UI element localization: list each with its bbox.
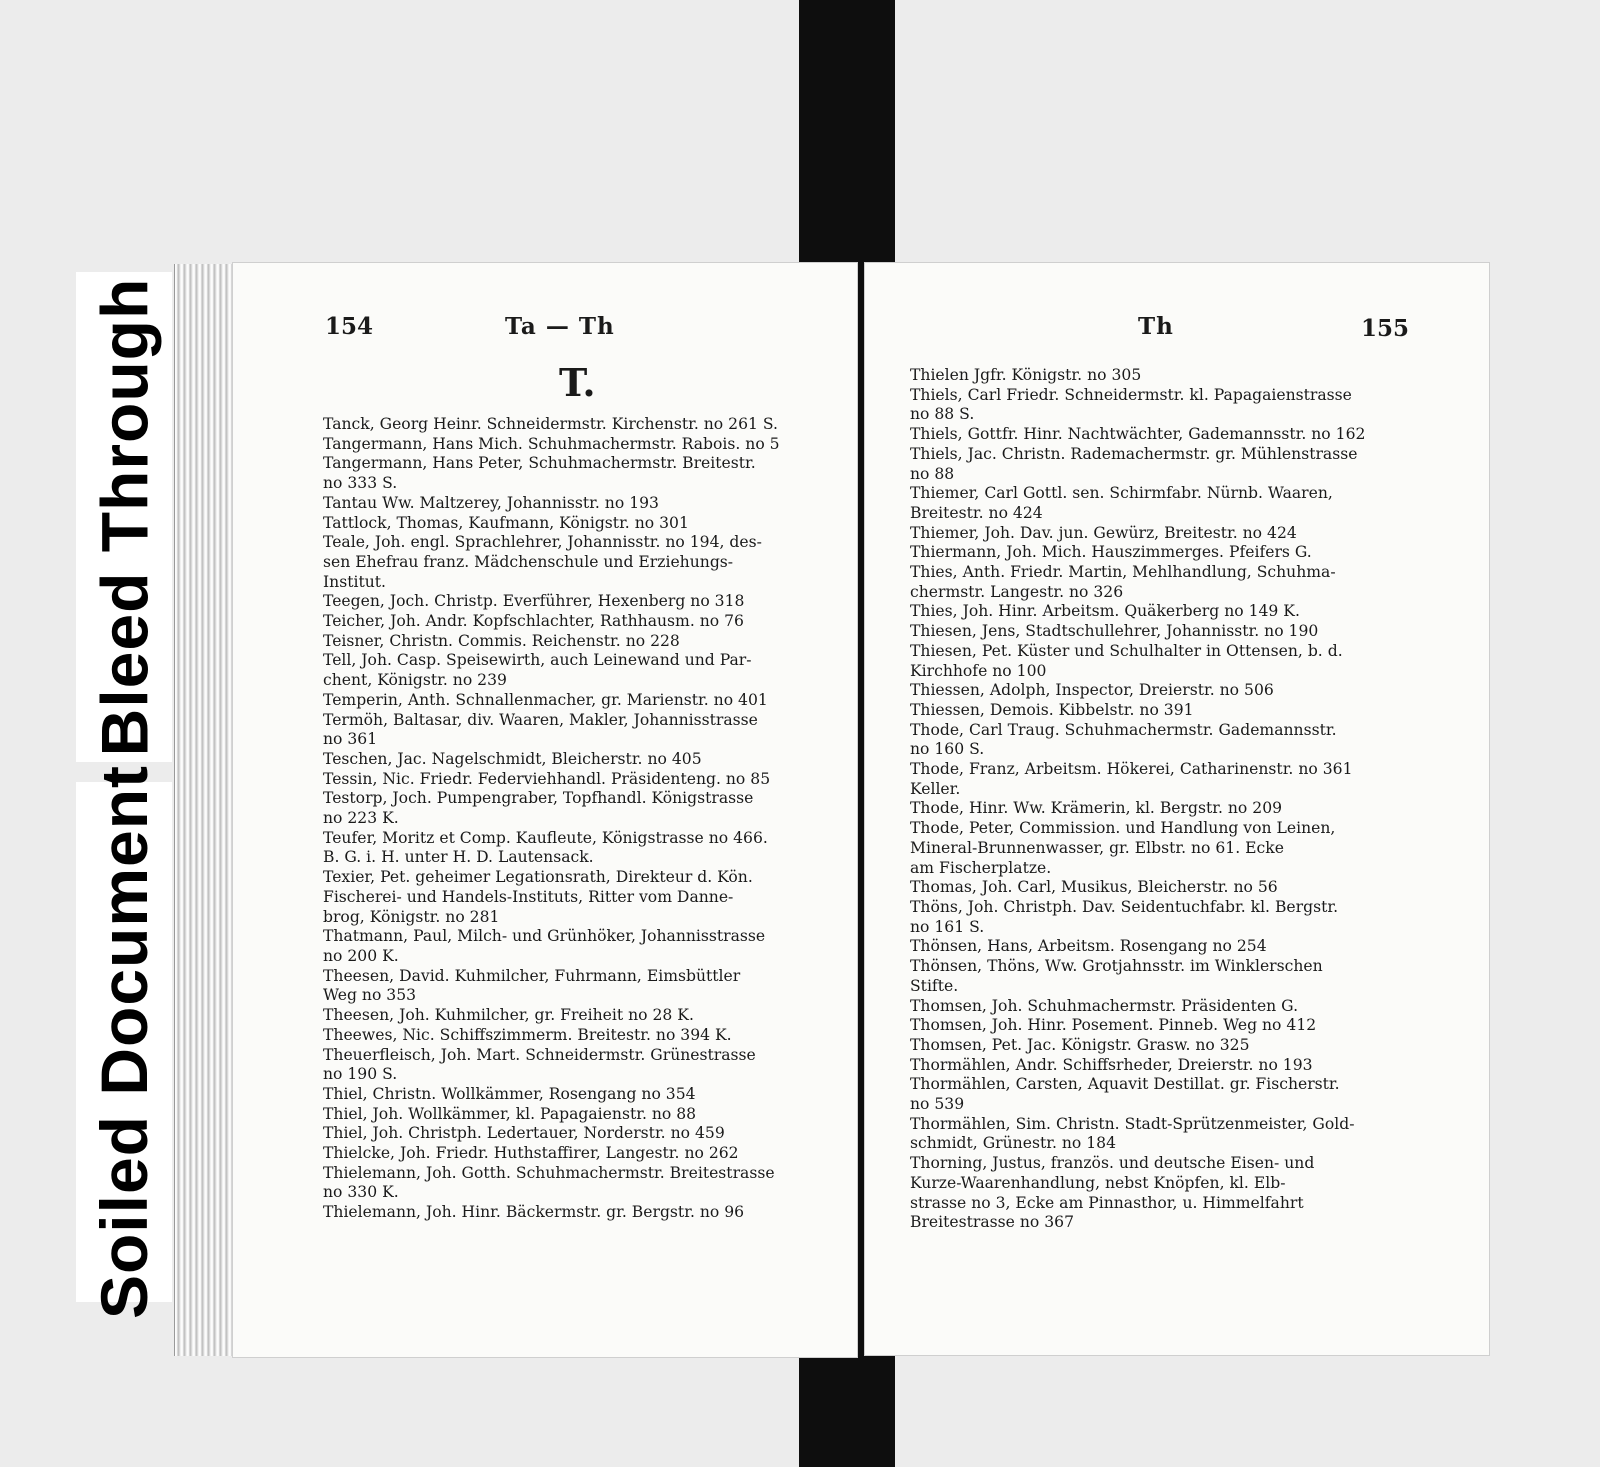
entry-line: Keller. [910,779,961,798]
directory-entry [910,642,1410,681]
directory-entry [323,1144,823,1164]
directory-entry [910,997,1410,1017]
directory-entry [910,898,1410,937]
directory-entry [323,789,823,828]
book-page-edges [174,264,237,1356]
entry-line: Tattlock, Thomas, Kaufmann, Königstr. no 301 [323,513,689,532]
directory-entry [910,1056,1410,1076]
entry-line: Thöns, Joh. Christph. Dav. Seidentuchfabr. kl. Bergstr. [910,897,1339,916]
directory-entry [323,1105,823,1125]
entry-line: no 160 S. [910,740,985,759]
directory-entry [910,1016,1410,1036]
directory-entry [323,927,823,966]
directory-entry [323,651,823,690]
entry-line: Thode, Franz, Arbeitsm. Hökerei, Catharinenstr. no 361 [910,760,1353,779]
page-number: 155 [1361,315,1410,342]
directory-entry [910,524,1410,544]
entry-line: no 200 K. [323,946,399,965]
entry-line: no 330 K. [323,1183,399,1202]
entry-line: Tanck, Georg Heinr. Schneidermstr. Kirchenstr. no 261 S. [323,415,778,433]
entry-line: Thomsen, Pet. Jac. Königstr. Grasw. no 325 [910,1035,1250,1054]
directory-entry [323,1085,823,1105]
entry-line: Tessin, Nic. Friedr. Federviehhandl. Präsidenteng. no 85 [323,769,771,788]
entry-line: Kurze-Waarenhandlung, nebst Knöpfen, kl. Elb- [910,1173,1286,1192]
directory-entry [323,829,823,868]
entry-line: Thode, Peter, Commission. und Handlung von Leinen, [910,819,1336,838]
directory-entry [910,622,1410,642]
entry-line: Teufer, Moritz et Comp. Kaufleute, Königstrasse no 466. [323,828,768,847]
bleed-through-text: Bleed Through [87,277,161,757]
directory-entry [323,592,823,612]
entry-line: Breitestrasse no 367 [910,1213,1074,1232]
entry-line: sen Ehefrau franz. Mädchenschule und Erziehungs- [323,552,734,571]
entry-line: Mineral-Brunnenwasser, gr. Elbstr. no 61. Ecke [910,838,1284,857]
entry-line: Thiel, Christn. Wollkämmer, Rosengang no 354 [323,1084,696,1103]
entry-line: Thiesen, Pet. Küster und Schulhalter in Ottensen, b. d. [910,641,1343,660]
directory-entry [910,425,1410,445]
entry-line: Thiessen, Demois. Kibbelstr. no 391 [910,700,1194,719]
entry-line: am Fischerplatze. [910,858,1052,877]
directory-entry [910,878,1410,898]
entry-line: Thönsen, Hans, Arbeitsm. Rosengang no 254 [910,937,1267,956]
entry-line: Thiesen, Jens, Stadtschullehrer, Johannisstr. no 190 [910,622,1319,641]
directory-entry [910,681,1410,701]
entry-line: Thode, Carl Traug. Schuhmachermstr. Gademannsstr. [910,720,1337,739]
entry-line: Teale, Joh. engl. Sprachlehrer, Johannisstr. no 194, des- [323,533,762,552]
entry-line: Stifte. [910,976,959,995]
entry-line: Breitestr. no 424 [910,503,1043,522]
left-page [232,262,858,1358]
entry-line: Thielen Jgfr. Königstr. no 305 [910,366,1142,384]
directory-entry [910,366,1410,386]
entry-line: Theesen, Joh. Kuhmilcher, gr. Freiheit no 28 K. [323,1006,694,1025]
directory-entries-right [910,366,1410,1233]
entry-line: Thiels, Gottfr. Hinr. Nachtwächter, Gademannsstr. no 162 [910,425,1366,444]
directory-entry [323,967,823,1006]
entry-line: Thielemann, Joh. Hinr. Bäckermstr. gr. Bergstr. no 96 [323,1203,745,1222]
entry-line: chermstr. Langestr. no 326 [910,582,1124,601]
entry-line: Kirchhofe no 100 [910,661,1047,680]
directory-entry [910,563,1410,602]
entry-line: Thiel, Joh. Wollkämmer, kl. Papagaienstr. no 88 [323,1104,697,1123]
entry-line: no 88 S. [910,405,975,424]
entry-line: schmidt, Grünestr. no 184 [910,1134,1117,1153]
soiled-document-label [76,764,172,1320]
entry-line: Thorning, Justus, französ. und deutsche Eisen- und [910,1154,1315,1173]
directory-entry [323,1006,823,1026]
entry-line: Thomsen, Joh. Hinr. Posement. Pinneb. Weg no 412 [910,1016,1317,1035]
entry-line: Thiemer, Carl Gottl. sen. Schirmfabr. Nürnb. Waaren, [910,484,1333,503]
running-head: Ta — Th [505,313,615,340]
directory-entry [910,937,1410,957]
entry-line: Termöh, Baltasar, div. Waaren, Makler, Johannisstrasse [323,710,758,729]
soiled-document-text: Soiled Document [87,764,161,1320]
directory-entry [910,819,1410,878]
directory-entry [323,1203,823,1223]
entry-line: Thies, Joh. Hinr. Arbeitsm. Quäkerberg no 149 K. [910,602,1300,621]
entry-line: Temperin, Anth. Schnallenmacher, gr. Marienstr. no 401 [323,690,768,709]
entry-line: Thiessen, Adolph, Inspector, Dreierstr. no 506 [910,681,1274,700]
directory-entry [910,484,1410,523]
entry-line: Thode, Hinr. Ww. Krämerin, kl. Bergstr. no 209 [910,799,1283,818]
directory-entry [910,957,1410,996]
entry-line: Theesen, David. Kuhmilcher, Fuhrmann, Eimsbüttler [323,966,741,985]
directory-entry [323,1124,823,1144]
entry-line: Thormählen, Carsten, Aquavit Destillat. gr. Fischerstr. [910,1075,1340,1094]
directory-entry [323,533,823,592]
entry-line: no 88 [910,464,955,483]
entry-line: Texier, Pet. geheimer Legationsrath, Direkteur d. Kön. [323,868,753,887]
right-page [864,262,1490,1356]
directory-entry [323,514,823,534]
entry-line: chent, Königstr. no 239 [323,671,507,690]
directory-entry [323,454,823,493]
entry-line: Tangermann, Hans Peter, Schuhmachermstr. Breitestr. [323,454,756,473]
entry-line: Theewes, Nic. Schiffszimmerm. Breitestr. no 394 K. [323,1025,732,1044]
entry-line: no 161 S. [910,917,985,936]
directory-entry [323,415,823,435]
directory-entry [910,1075,1410,1114]
entry-line: Thiels, Carl Friedr. Schneidermstr. kl. Papagaienstrasse [910,385,1352,404]
directory-entry [323,1046,823,1085]
entry-line: Thies, Anth. Friedr. Martin, Mehlhandlung, Schuhma- [910,563,1336,582]
section-letter: T. [559,360,596,405]
entry-line: Tantau Ww. Maltzerey, Johannisstr. no 193 [323,493,659,512]
entry-line: Institut. [323,572,386,591]
entry-line: no 333 S. [323,474,398,493]
directory-entry [910,445,1410,484]
entry-line: Testorp, Joch. Pumpengraber, Topfhandl. Königstrasse [323,789,754,808]
directory-entry [323,868,823,927]
directory-entry [910,543,1410,563]
directory-entry [323,632,823,652]
entry-line: no 539 [910,1095,965,1114]
directory-entry [323,711,823,750]
page-number: 154 [325,313,374,340]
entry-line: Theuerfleisch, Joh. Mart. Schneidermstr. Grünestrasse [323,1045,756,1064]
entry-line: Teisner, Christn. Commis. Reichenstr. no 228 [323,631,680,650]
directory-entry [910,799,1410,819]
entry-line: no 223 K. [323,809,399,828]
directory-entry [323,612,823,632]
bleed-through-label [76,272,172,762]
entry-line: Thielemann, Joh. Gotth. Schuhmachermstr. Breitestrasse [323,1163,775,1182]
entry-line: Fischerei- und Handels-Instituts, Ritter vom Danne- [323,887,734,906]
entry-line: no 190 S. [323,1065,398,1084]
entry-line: Thiels, Jac. Christn. Rademachermstr. gr. Mühlenstrasse [910,444,1358,463]
entry-line: no 361 [323,730,378,749]
entry-line: B. G. i. H. unter H. D. Lautensack. [323,848,594,867]
directory-entry [910,1154,1410,1233]
entry-line: Thormählen, Andr. Schiffsrheder, Dreierstr. no 193 [910,1055,1313,1074]
directory-entry [323,770,823,790]
entry-line: Thomas, Joh. Carl, Musikus, Bleicherstr. no 56 [910,878,1278,897]
directory-entry [323,750,823,770]
entry-line: Thatmann, Paul, Milch- und Grünhöker, Johannisstrasse [323,927,766,946]
running-head: Th [1138,313,1174,340]
directory-entry [910,1115,1410,1154]
entry-line: Thönsen, Thöns, Ww. Grotjahnsstr. im Winklerschen [910,957,1323,976]
entry-line: strasse no 3, Ecke am Pinnasthor, u. Himmelfahrt [910,1193,1304,1212]
entry-line: Teicher, Joh. Andr. Kopfschlachter, Rathhausm. no 76 [323,612,744,631]
entry-line: brog, Königstr. no 281 [323,907,500,926]
directory-entries-left [323,415,823,1223]
entry-line: Thielcke, Joh. Friedr. Huthstaffirer, Langestr. no 262 [323,1144,739,1163]
entry-line: Teegen, Joch. Christp. Everführer, Hexenberg no 318 [323,592,745,611]
entry-line: Thiemer, Joh. Dav. jun. Gewürz, Breitestr. no 424 [910,523,1297,542]
entry-line: Thomsen, Joh. Schuhmachermstr. Präsidenten G. [910,996,1299,1015]
entry-line: Thormählen, Sim. Christn. Stadt-Sprützenmeister, Gold- [910,1114,1355,1133]
directory-entry [910,1036,1410,1056]
directory-entry [910,721,1410,760]
entry-line: Thiel, Joh. Christph. Ledertauer, Norderstr. no 459 [323,1124,725,1143]
directory-entry [323,1164,823,1203]
directory-entry [323,435,823,455]
entry-line: Weg no 353 [323,986,417,1005]
directory-entry [910,602,1410,622]
directory-entry [323,1026,823,1046]
entry-line: Tell, Joh. Casp. Speisewirth, auch Leinewand und Par- [323,651,752,670]
directory-entry [910,760,1410,799]
entry-line: Thiermann, Joh. Mich. Hauszimmerges. Pfeifers G. [910,543,1312,562]
entry-line: Teschen, Jac. Nagelschmidt, Bleicherstr. no 405 [323,749,702,768]
directory-entry [323,494,823,514]
entry-line: Tangermann, Hans Mich. Schuhmachermstr. Rabois. no 5 [323,434,780,453]
directory-entry [910,386,1410,425]
directory-entry [323,691,823,711]
directory-entry [910,701,1410,721]
